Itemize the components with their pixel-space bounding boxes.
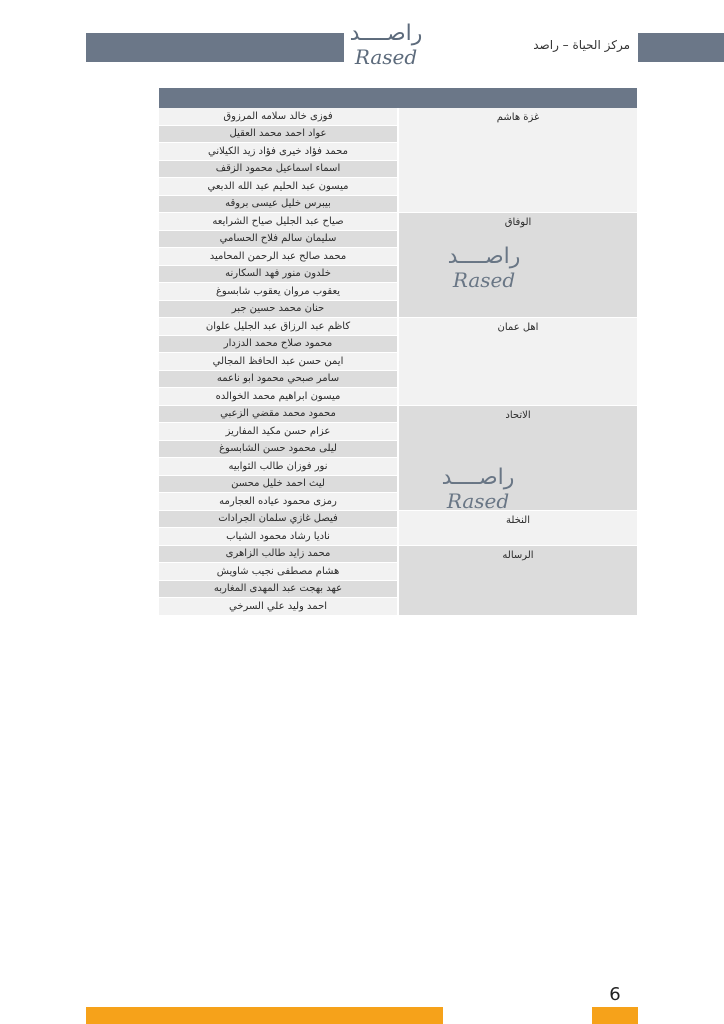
member-name: عواد احمد محمد العقيل (159, 125, 398, 143)
member-name: فوزى خالد سلامه المرزوق (159, 108, 398, 125)
team-name: الاتحاد (398, 405, 637, 510)
roster-body (159, 108, 637, 615)
header-bar-left (86, 33, 344, 62)
member-name: ايمن حسن عبد الحافظ المجالي (159, 353, 398, 371)
member-name: فيصل غازي سلمان الجرادات (159, 510, 398, 528)
rased-logo (346, 22, 426, 68)
logo-arabic: راصــــد (349, 21, 423, 46)
table-header (159, 88, 637, 108)
member-name: محمد صالح عبد الرحمن المحاميد (159, 248, 398, 266)
header-title: مركز الحياة – راصد (533, 38, 630, 52)
rased-watermark (438, 466, 518, 512)
footer-bar-right (592, 1007, 638, 1024)
member-name: رمزى محمود عياده العجارمه (159, 493, 398, 511)
table-header-row (159, 88, 637, 108)
watermark-arabic: راصــــد (447, 244, 521, 269)
watermark-latin: Rased (452, 268, 516, 292)
member-name: خلدون منور فهد السكارنه (159, 265, 398, 283)
table-row (159, 318, 637, 336)
member-name: سامر صبحي محمود ابو ناعمه (159, 370, 398, 388)
member-name: صياح عبد الجليل صياح الشرايعه (159, 213, 398, 231)
logo-latin: Rased (354, 45, 418, 69)
roster-table (159, 88, 637, 616)
page-number: 6 (609, 984, 621, 1005)
team-name: اهل عمان (398, 318, 637, 406)
watermark-arabic: راصــــد (441, 465, 515, 490)
member-name: ميسون عبد الحليم عبد الله الدبعي (159, 178, 398, 196)
member-name: هشام مصطفى نجيب شاويش (159, 563, 398, 581)
member-name: ميسون ابراهيم محمد الخوالده (159, 388, 398, 406)
member-name: محمود محمد مقضي الزعبي (159, 405, 398, 423)
member-name: احمد وليد علي السرخي (159, 598, 398, 616)
watermark-latin: Rased (446, 489, 510, 513)
header-bar-right (638, 33, 724, 62)
member-name: حنان محمد حسين جبر (159, 300, 398, 318)
table-row (159, 510, 637, 528)
team-name: الرساله (398, 545, 637, 615)
member-name: محمد فؤاد خيرى فؤاد زيد الكيلاني (159, 143, 398, 161)
member-name: يعقوب مروان يعقوب شابسوغ (159, 283, 398, 301)
table-row (159, 213, 637, 231)
member-name: اسماء اسماعيل محمود الزقف (159, 160, 398, 178)
table-row (159, 108, 637, 125)
table-row (159, 545, 637, 563)
member-name: بيبرس خليل عيسى بروقه (159, 195, 398, 213)
member-name: كاظم عبد الرزاق عبد الجليل علوان (159, 318, 398, 336)
member-name: ليث احمد خليل محسن (159, 475, 398, 493)
member-name: محمد زايد طالب الزاهرى (159, 545, 398, 563)
rased-watermark (444, 245, 524, 291)
member-name: سليمان سالم فلاح الحسامي (159, 230, 398, 248)
member-name: نور فوزان طالب الثوابيه (159, 458, 398, 476)
member-name: ليلى محمود حسن الشابسوغ (159, 440, 398, 458)
team-name: النخلة (398, 510, 637, 545)
footer-bar-left (86, 1007, 443, 1024)
member-name: عهد بهجت عبد المهدى المغاربه (159, 580, 398, 598)
member-name: عزام حسن مكيد المفاريز (159, 423, 398, 441)
table-row (159, 405, 637, 423)
team-name: غزة هاشم (398, 108, 637, 213)
team-name: الوفاق (398, 213, 637, 318)
member-name: ناديا رشاد محمود الشياب (159, 528, 398, 546)
member-name: محمود صلاح محمد الدزدار (159, 335, 398, 353)
